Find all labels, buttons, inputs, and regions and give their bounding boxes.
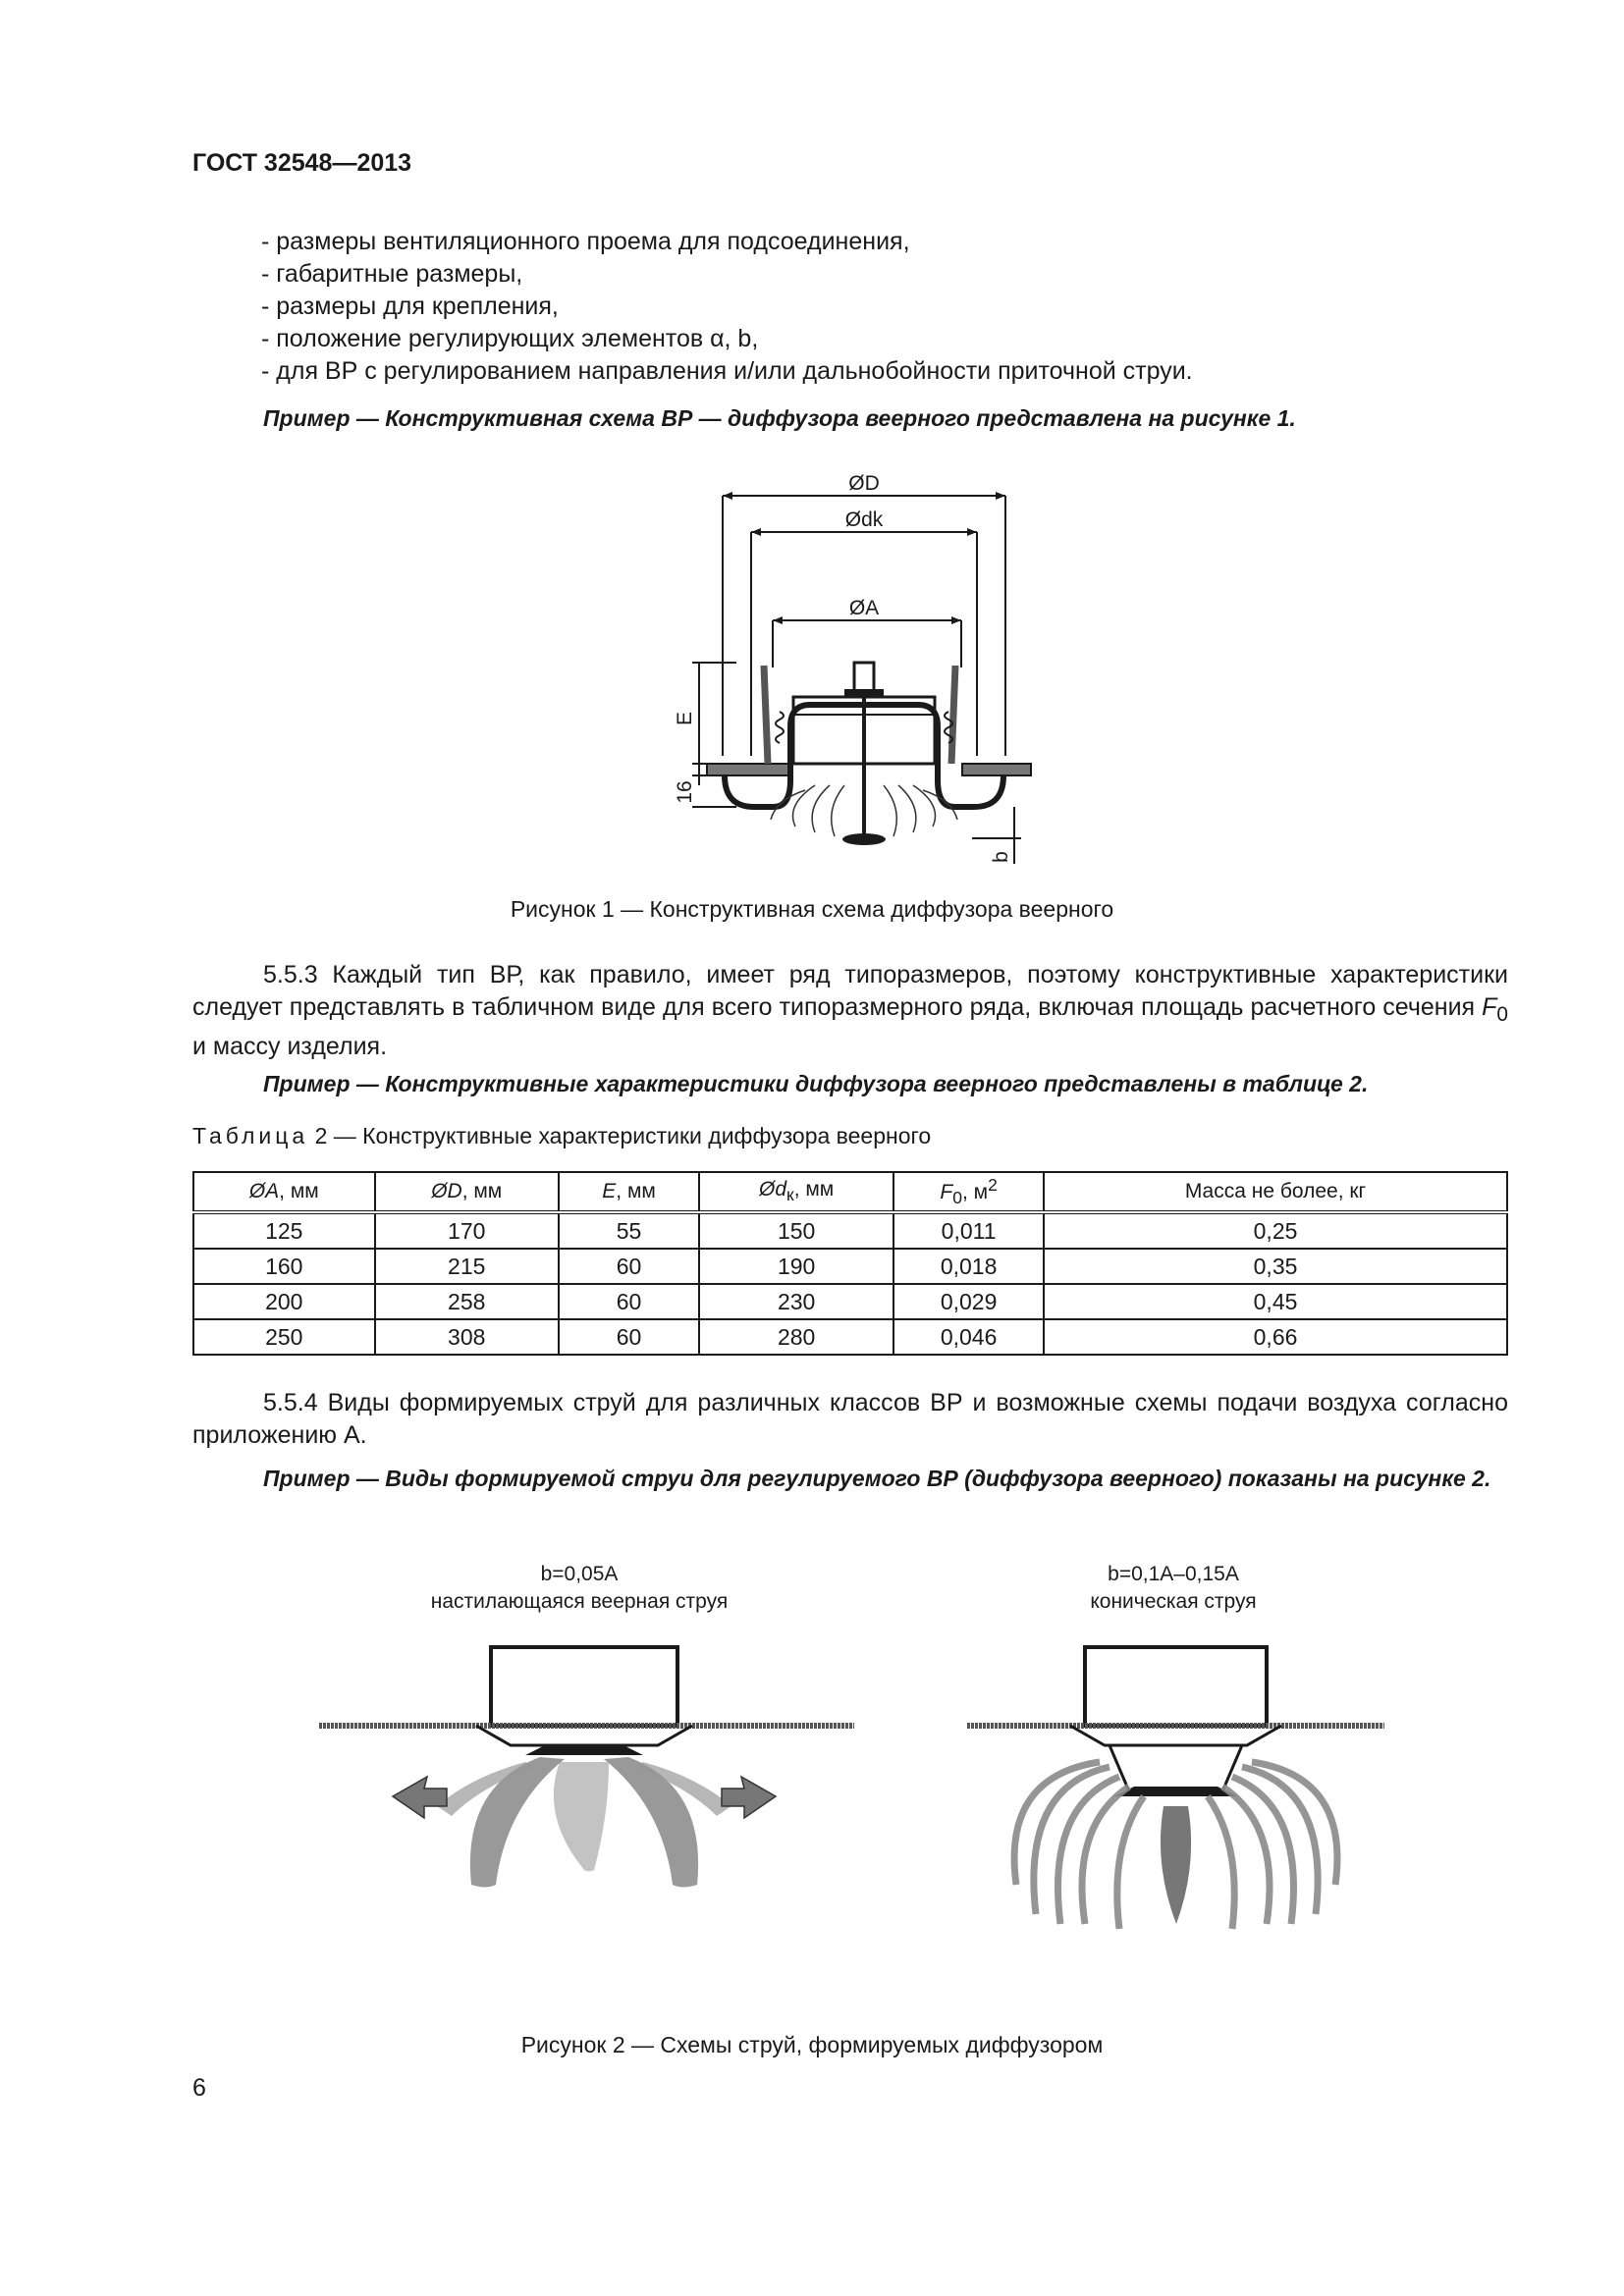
list-item: - для ВР с регулированием направления и/или дальнобойности приточной струи. (261, 357, 1193, 385)
list-item: - размеры для крепления, (261, 293, 559, 320)
table-row (193, 1212, 1507, 1249)
variable-f-sub: 0 (1496, 1003, 1508, 1026)
figure-2-caption: Рисунок 2 — Схемы струй, формируемых диффузором (520, 2032, 1104, 2057)
example-note-2: Пример — Конструктивные характеристики диффузора веерного представлены в таблице 2. (263, 1071, 1369, 1096)
table-cell: 215 (375, 1249, 559, 1284)
table-row (193, 1284, 1507, 1319)
table-caption-label: Таблица (192, 1123, 309, 1148)
header-a: ØA, мм (193, 1172, 375, 1212)
figure-2-right-label: коническая струя (1090, 1590, 1257, 1613)
table-cell: 190 (699, 1249, 893, 1284)
table-cell: 0,25 (1044, 1212, 1507, 1249)
table-cell: 0,029 (893, 1284, 1044, 1319)
table-cell: 280 (699, 1319, 893, 1355)
table-cell: 308 (375, 1319, 559, 1355)
table-cell: 258 (375, 1284, 559, 1319)
header-d: ØD, мм (375, 1172, 559, 1212)
list-item: - размеры вентиляционного проема для подсоединения, (261, 228, 910, 255)
table-cell: 0,66 (1044, 1319, 1507, 1355)
table-caption-text: 2 — Конструктивные характеристики диффузора веерного (308, 1123, 932, 1148)
characteristics-table (192, 1171, 1508, 1356)
table-cell: 230 (699, 1284, 893, 1319)
table-cell: 0,45 (1044, 1284, 1507, 1319)
header-mass: Масса не более, кг (1044, 1172, 1507, 1212)
table-cell: 60 (559, 1319, 699, 1355)
dim-label-a: ØA (848, 597, 880, 619)
table-cell: 150 (699, 1212, 893, 1249)
figure-1-caption: Рисунок 1 — Конструктивная схема диффузора веерного (510, 896, 1114, 922)
dim-label-e: E (674, 711, 696, 726)
table-cell: 0,018 (893, 1249, 1044, 1284)
table-cell: 250 (193, 1319, 375, 1355)
dim-label-d: ØD (848, 472, 880, 495)
dim-label-dk: Ødk (844, 508, 884, 531)
header-dk: $Ød_к$, мм (699, 1172, 893, 1212)
paragraph-5-5-3 (192, 959, 1508, 1063)
document-code: ГОСТ 32548—2013 (192, 149, 412, 177)
table-cell: 60 (559, 1284, 699, 1319)
bullet-list (261, 226, 1193, 388)
table-cell: 160 (193, 1249, 375, 1284)
table-cell: 125 (193, 1212, 375, 1249)
table-header-row (193, 1172, 1507, 1212)
example-note-1: Пример — Конструктивная схема ВР — диффузора веерного представлена на рисунке 1. (263, 405, 1296, 431)
figure-1-diagram (674, 461, 1051, 874)
page-number: 6 (192, 2074, 206, 2102)
variable-f: F (1482, 993, 1497, 1021)
paragraph-text: 5.5.3 Каждый тип ВР, как правило, имеет ряд типоразмеров, поэтому конструктивные характеристики следует представлять в табличном виде для всего типоразмерного ряда, включая площадь расчетного сечения (192, 961, 1508, 1021)
header-e: E, мм (559, 1172, 699, 1212)
figure-2-right-formula: b=0,1A–0,15A (1108, 1563, 1239, 1585)
list-item: - положение регулирующих элементов α, b, (261, 325, 759, 352)
table-cell: 0,35 (1044, 1249, 1507, 1284)
table-cell: 0,011 (893, 1212, 1044, 1249)
example-note-3: Пример — Виды формируемой струи для регулируемого ВР (диффузора веерного) показаны на рисунке 2. (263, 1466, 1491, 1491)
table-cell: 55 (559, 1212, 699, 1249)
header-f0: $F_0$, $м^2$ (893, 1172, 1044, 1212)
figure-2-left-label: настилающаяся веерная струя (430, 1590, 729, 1613)
list-item: - габаритные размеры, (261, 260, 523, 288)
paragraph-text-end: и массу изделия. (192, 1033, 388, 1060)
dim-label-16: 16 (674, 780, 696, 804)
table-cell: 200 (193, 1284, 375, 1319)
table-row (193, 1249, 1507, 1284)
table-cell: 170 (375, 1212, 559, 1249)
table-caption (192, 1123, 931, 1149)
figure-2-conical-jet (962, 1639, 1394, 1934)
table-row (193, 1319, 1507, 1355)
dim-label-b: b (990, 851, 1012, 863)
table-cell: 0,046 (893, 1319, 1044, 1355)
figure-2-left-formula: b=0,05A (540, 1563, 619, 1585)
table-cell: 60 (559, 1249, 699, 1284)
figure-2-fan-jet (314, 1639, 864, 1895)
paragraph-5-5-4: 5.5.4 Виды формируемых струй для различных классов ВР и возможные схемы подачи воздуха согласно приложению А. (192, 1389, 1508, 1449)
